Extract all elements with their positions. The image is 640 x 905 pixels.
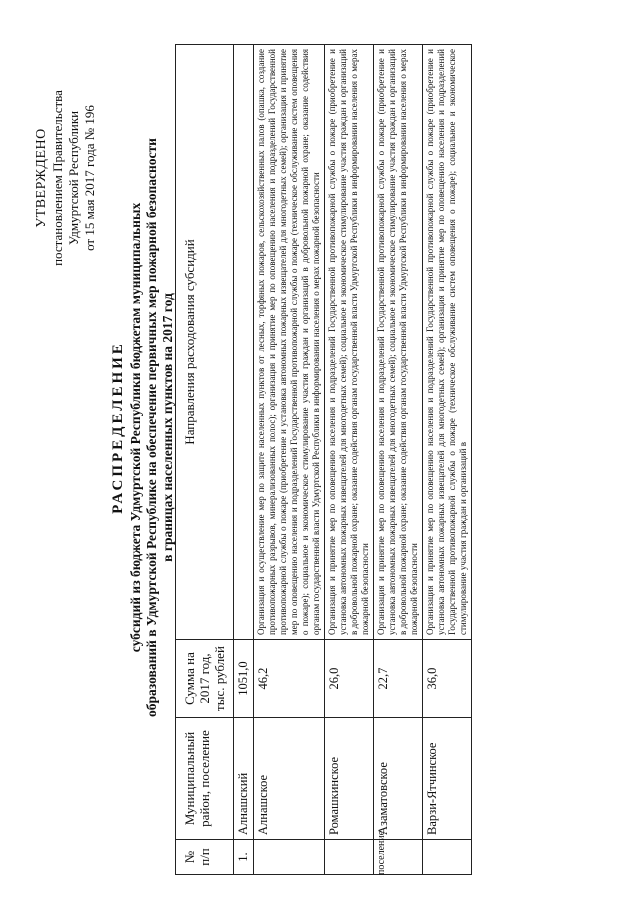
row-sum: 46,2 [254,640,325,718]
table-row [325,45,374,875]
header-district: Муниципальный район, поселение [176,718,234,840]
row-name: Азаматовское [374,718,423,840]
approval-line: Удмуртской Республики [66,110,81,246]
document-title [110,70,176,785]
row-sum: 26,0 [325,640,374,718]
row-num [254,840,325,875]
row-name: Алнашский [234,718,254,840]
table-header-row [176,45,234,875]
row-direction: Организация и принятие мер по оповещению населения и подразделений Государственной противопожарной службы о пожаре (приобретение и установка автономных пожарных извещателей для многодетных семей); организация и принятие мер по оповещению населения и подразделений Государственной противопожарной службы о пожаре (техническое обслуживание систем оповещения о пожаре); социальное и экономическое стимулирование участия граждан и организаций в [423,45,472,640]
header-sum: Сумма на 2017 год, тыс. рублей [176,640,234,718]
row-num [325,840,374,875]
title-line: образований в Удмуртской Республике на обеспечение первичных мер пожарной безопасности [144,138,159,717]
table-row [423,45,472,875]
table-row [234,45,254,875]
row-num [423,840,472,875]
row-direction [234,45,254,640]
approval-block [34,78,98,278]
header-num: № п/п [176,840,234,875]
row-name: Ромашкинское [325,718,374,840]
title-line: в границах населенных пунктов на 2017 год [160,293,175,562]
row-name: Варзи-Ятчинское [423,718,472,840]
row-sum: 36,0 [423,640,472,718]
row-num: 1. [234,840,254,875]
row-sum: 1051,0 [234,640,254,718]
margin-note: поселение [376,830,387,875]
subsidy-table [175,44,472,875]
row-direction: Организация и осуществление мер по защите населенных пунктов от лесных, торфяных пожаров, сельскохозяйственных палов (опашка, создание противопожарных разрывов, минерализованных полос); организация и принятие мер по оповещению населения и подразделений Государственной противопожарной службы о пожаре (приобретение и установка автономных пожарных извещателей для многодетных семей); организация и принятие мер по оповещению населения и подразделений Государственной противопожарной службы о пожаре (техническое обслуживание систем оповещения о пожаре); социальное и экономическое стимулирование участия граждан и организаций в добровольной пожарной охране; оказание содействия органам государственной власти Удмуртской Республики в информировании населения о мерах пожарной безопасности [254,45,325,640]
row-direction: Организация и принятие мер по оповещению населения и подразделений Государственной противопожарной службы о пожаре (приобретение и установка автономных пожарных извещателей для многодетных семей); социальное и экономическое стимулирование участия граждан и организаций в добровольной пожарной охране; оказание содействия органам государственной власти Удмуртской Республики в информировании населения о мерах пожарной безопасности [374,45,423,640]
approval-line: постановлением Правительства [50,90,65,266]
row-direction: Организация и принятие мер по оповещению населения и подразделений Государственной противопожарной службы о пожаре (приобретение и установка автономных пожарных извещателей для многодетных семей); социальное и экономическое стимулирование участия граждан и организаций в добровольной пожарной охране; оказание содействия органам государственной власти Удмуртской Республики в информировании населения о мерах пожарной безопасности [325,45,374,640]
row-sum: 22,7 [374,640,423,718]
title-main: РАСПРЕДЕЛЕНИЕ [110,341,126,514]
title-line: субсидий из бюджета Удмуртской Республики бюджетам муниципальных [128,202,143,653]
row-name: Алнашское [254,718,325,840]
table-row [254,45,325,875]
table-row [374,45,423,875]
approval-date: от 15 мая 2017 года № 196 [82,105,97,251]
approval-heading: УТВЕРЖДЕНО [34,128,49,228]
header-direction: Направления расходования субсидий [176,45,234,640]
